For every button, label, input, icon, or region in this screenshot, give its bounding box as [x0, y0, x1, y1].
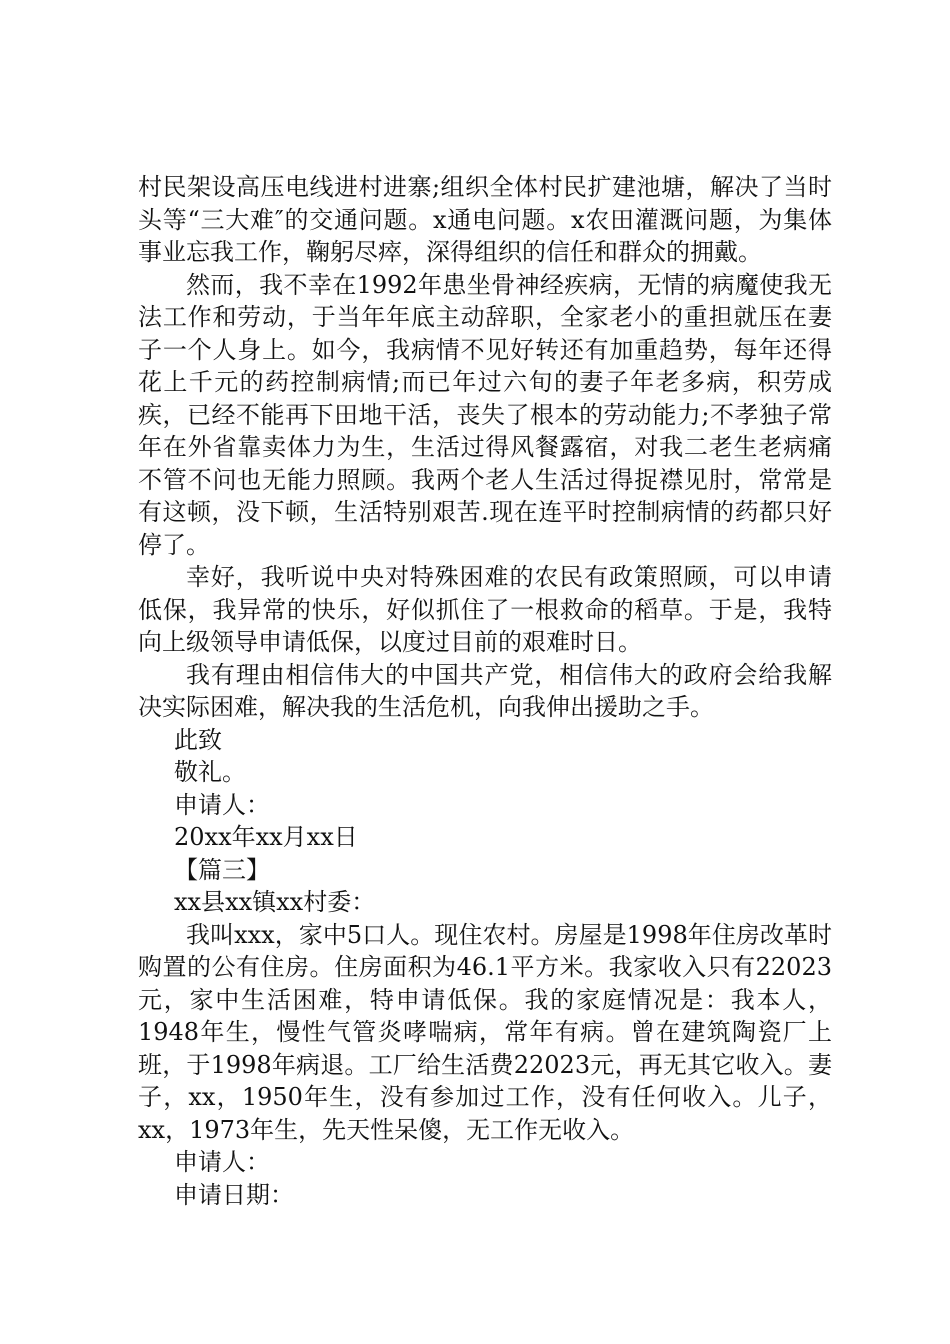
closing-applicant: 申请人：: [174, 790, 270, 819]
signature-applicant: 申请人：: [174, 1148, 270, 1176]
paragraph-trust: 我有理由相信伟大的中国共产党，相信伟大的政府会给我解决实际困难，解决我的生活危机，向我伸出援助之手。: [138, 660, 832, 721]
closing-respect: 敬礼。: [174, 758, 246, 786]
closing-salutation: 此致: [174, 725, 222, 754]
closing-date: 20xx年xx月xx日: [174, 823, 358, 851]
recipient-line: xx县xx镇xx村委：: [174, 888, 376, 916]
paragraph-family-situation: 我叫xxx，家中5口人。现住农村。房屋是1998年住房改革时购置的公有住房。住房面积为46.1平方米。我家收入只有22023元，家中生活困难，特申请低保。我的家庭情况是：我本人，1948年生，慢性气管炎哮喘病，常年有病。曾在建筑陶瓷厂上班，于1998年病退。工厂给生活费22023元，再无其它收入。妻子，xx，1950年生，没有参加过工作，没有任何收入。儿子，xx，1973年生，先天性呆傻，无工作无收入。: [138, 920, 832, 1144]
paragraph-continuation: 村民架设高压电线进村进寨;组织全体村民扩建池塘，解决了当时头等“三大难″的交通问题。x通电问题。x农田灌溉问题，为集体事业忘我工作，鞠躬尽瘁，深得组织的信任和群众的拥戴。: [138, 173, 832, 266]
document-body: [138, 171, 832, 1211]
paragraph-policy: 幸好，我听说中央对特殊困难的农民有政策照顾，可以申请低保，我异常的快乐，好似抓住了一根救命的稻草。于是，我特向上级领导申请低保，以度过目前的艰难时日。: [138, 563, 832, 656]
section-title: 【篇三】: [174, 855, 270, 884]
paragraph-illness: 然而，我不幸在1992年患坐骨神经疾病，无情的病魔使我无法工作和劳动，于当年年底主动辞职，全家老小的重担就压在妻子一个人身上。如今，我病情不见好转还有加重趋势，每年还得花上千元的药控制病情;而已年过六旬的妻子年老多病，积劳成疾，已经不能再下田地干活，丧失了根本的劳动能力;不孝独子常年在外省靠卖体力为生，生活过得风餐露宿，对我二老生老病痛不管不问也无能力照顾。我两个老人生活过得捉襟见肘，常常是有这顿，没下顿，生活特别艰苦.现在连平时控制病情的药都只好停了。: [138, 270, 832, 559]
signature-date: 申请日期：: [174, 1180, 294, 1209]
